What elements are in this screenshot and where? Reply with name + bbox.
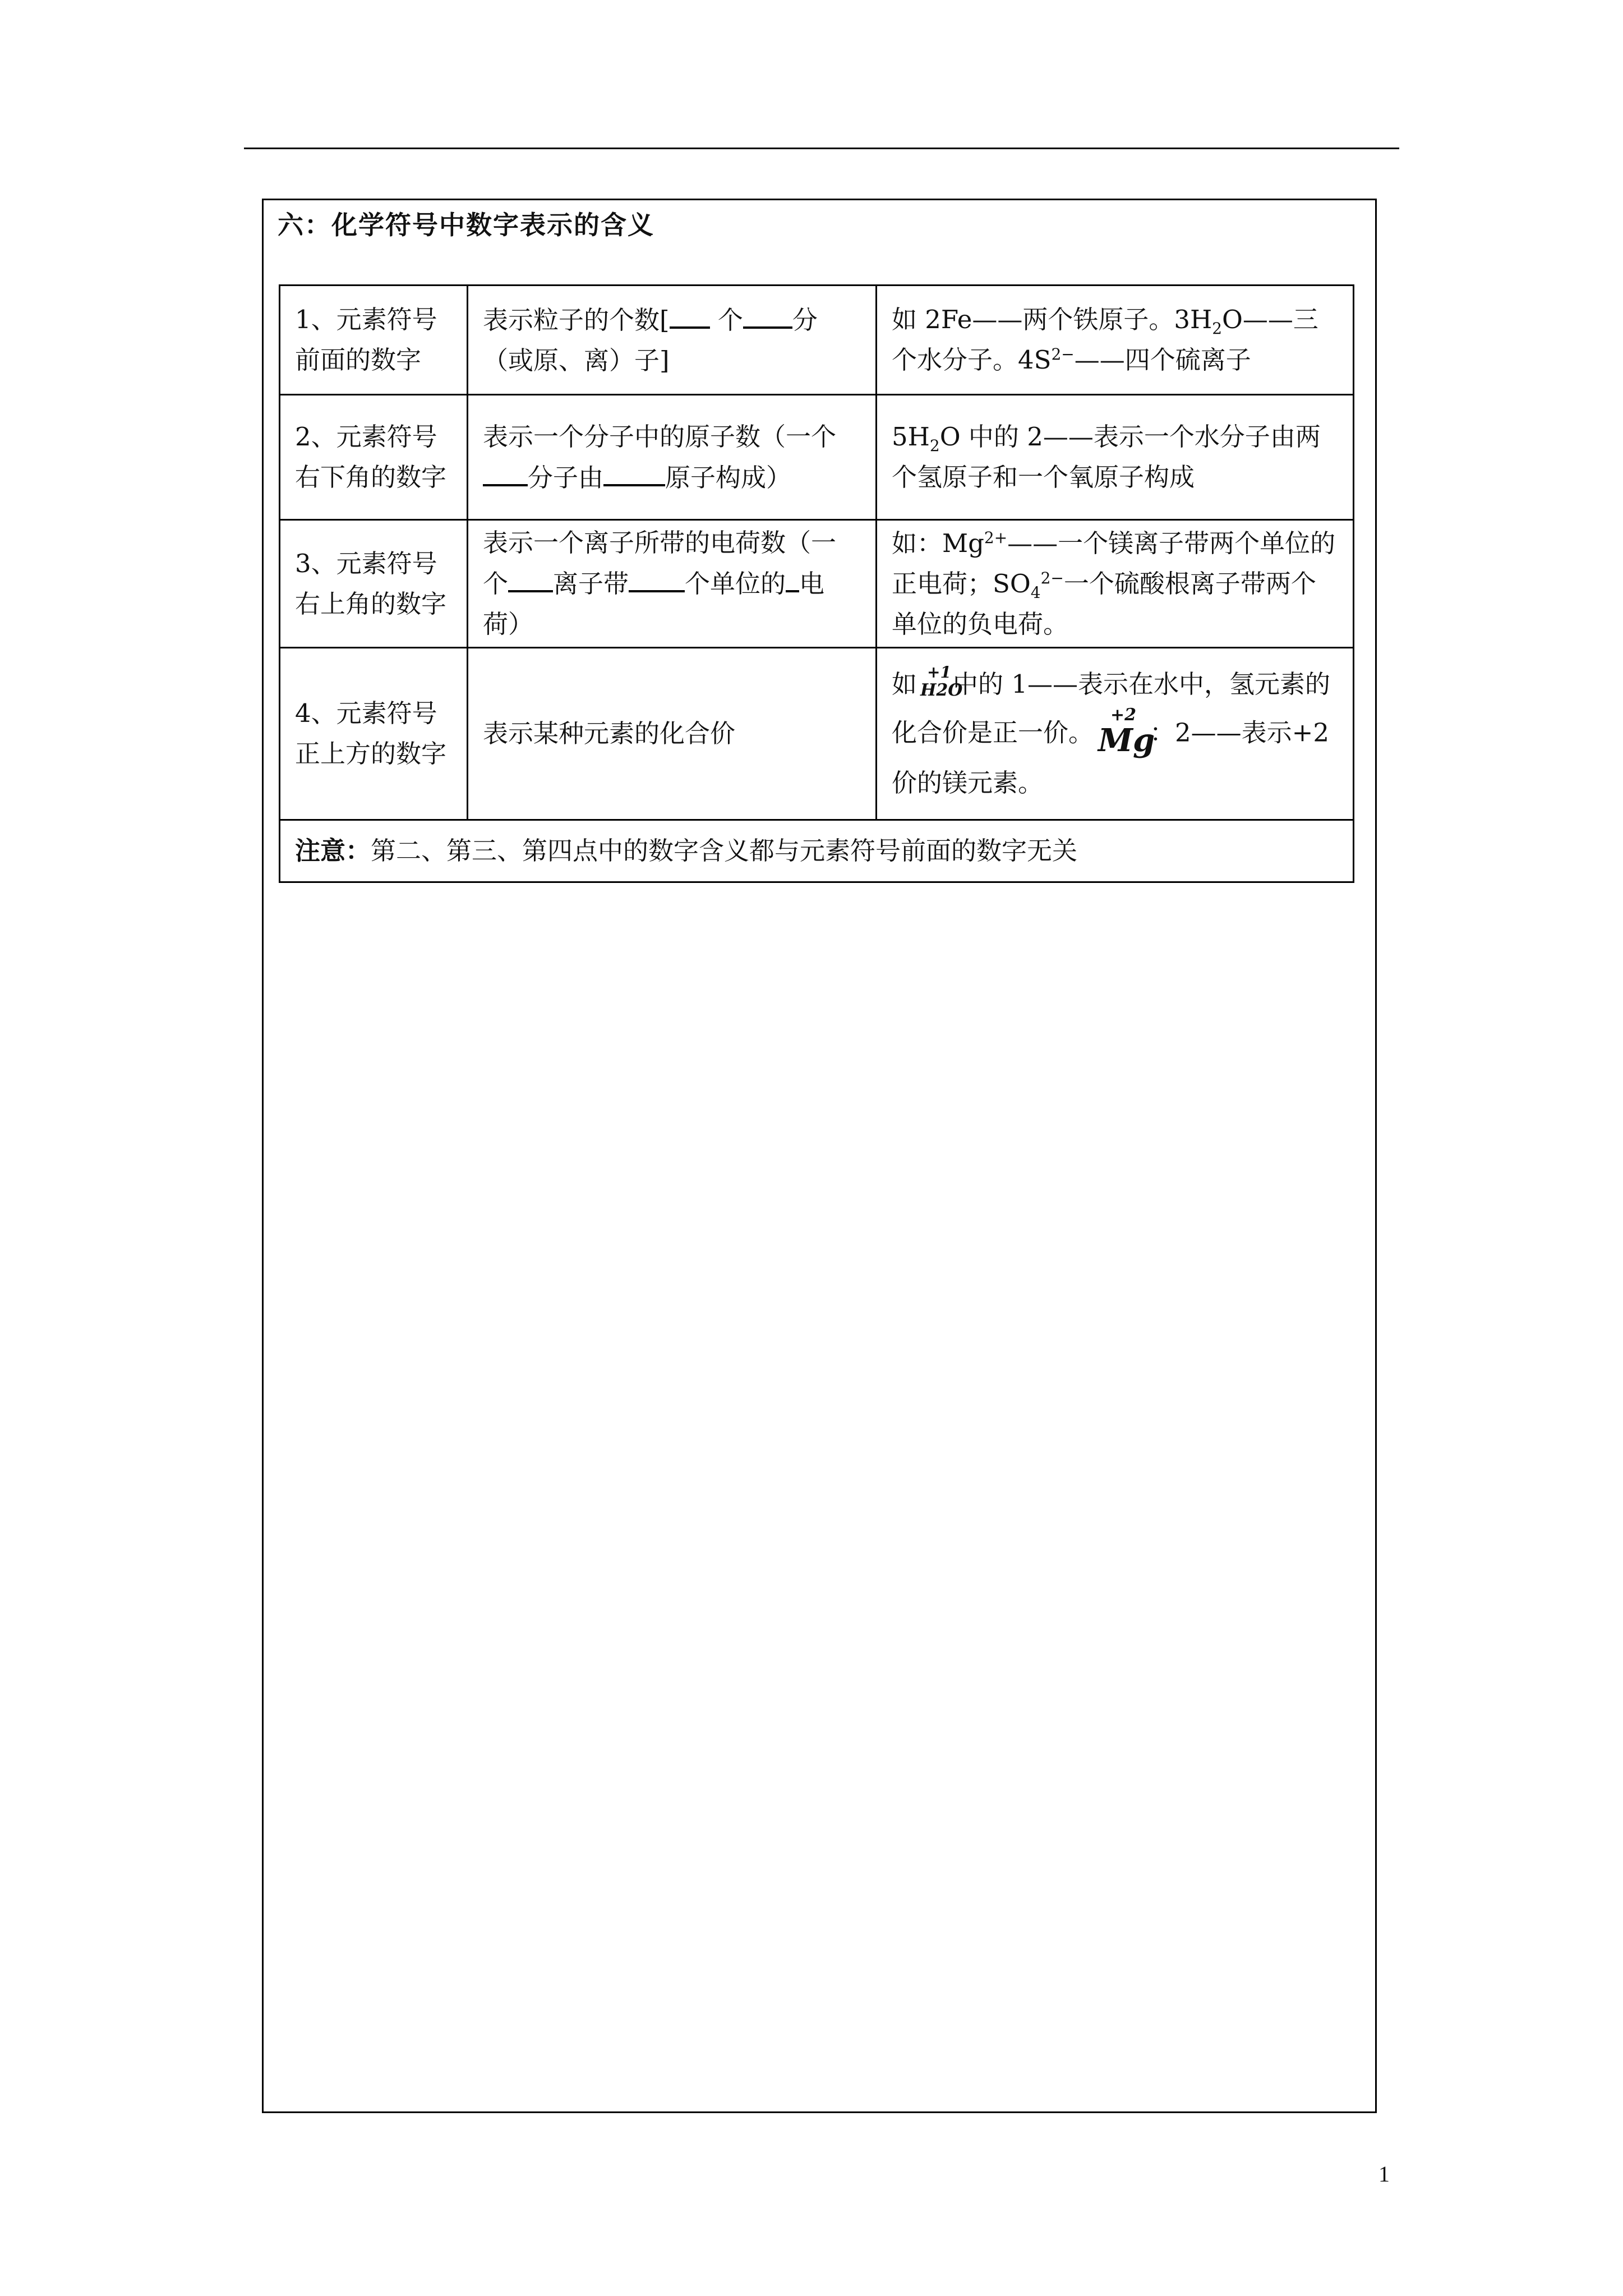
row-meaning: 表示某种元素的化合价 <box>468 648 877 820</box>
row-meaning: 表示粒子的个数[ 个 分（或原、离）子] <box>468 286 877 395</box>
table-row <box>280 520 1354 648</box>
header-rule <box>244 148 1399 149</box>
row-meaning: 表示一个离子所带的电荷数（一个 离子带 个单位的 电荷） <box>468 520 877 648</box>
row-label: 3、元素符号右上角的数字 <box>280 520 468 648</box>
fill-blank <box>629 563 685 592</box>
row-example: $5H_2O$ 中的 2——表示一个水分子由两个氢原子和一个氧原子构成 <box>877 395 1354 520</box>
page-number: 1 <box>1378 2161 1390 2187</box>
row-label: 4、元素符号正上方的数字 <box>280 648 468 820</box>
row-example: 如 +1 H2O 中的 1——表示在水中，氢元素的化合价是正一价。 +2 Mg ：2——表示+2 价的镁元素。 <box>877 648 1354 820</box>
fill-blank <box>508 563 553 592</box>
table-row <box>280 648 1354 820</box>
row-example: 如 2Fe——两个铁原子。$3H_2O——$三个水分子。$4S^{2-}——$四个硫离子 <box>877 286 1354 395</box>
fill-blank <box>483 457 528 486</box>
fill-blank <box>743 300 792 329</box>
valence-formula: +1 H2O <box>920 662 963 700</box>
row-label: 1、元素符号前面的数字 <box>280 286 468 395</box>
section-title: 六：化学符号中数字表示的含义 <box>278 210 654 240</box>
table-row <box>280 286 1354 395</box>
symbol-number-table <box>279 284 1354 883</box>
note-text: 第二、第三、第四点中的数字含义都与元素符号前面的数字无关 <box>371 836 1078 866</box>
row-example: 如：$Mg^{2+}——$一个镁离子带两个单位的正电荷；$SO_4^{2-}$一个硫酸根离子带两个单位的负电荷。 <box>877 520 1354 648</box>
fill-blank <box>670 300 710 329</box>
table-row <box>280 395 1354 520</box>
row-meaning: 表示一个分子中的原子数（一个分子由 原子构成） <box>468 395 877 520</box>
valence-formula: +2 Mg <box>1098 705 1155 759</box>
fill-blank <box>786 563 799 592</box>
table-row <box>280 820 1354 882</box>
note-cell <box>280 820 1354 882</box>
fill-blank <box>603 457 665 486</box>
note-label: 注意： <box>295 836 371 866</box>
row-label: 2、元素符号右下角的数字 <box>280 395 468 520</box>
